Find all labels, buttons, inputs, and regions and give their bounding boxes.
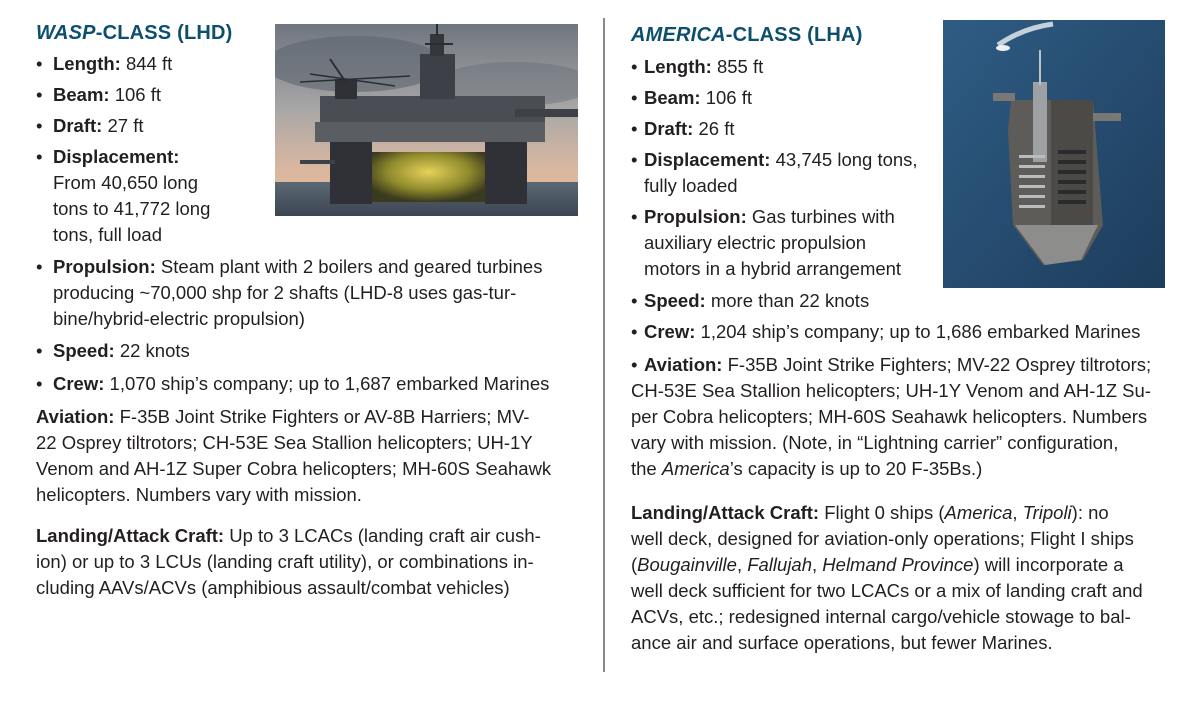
spec-value: 844 ft bbox=[120, 53, 173, 74]
america-draft bbox=[631, 116, 734, 142]
text: Flight 0 ships ( bbox=[819, 502, 945, 523]
heading-rest: -CLASS (LHD) bbox=[95, 22, 233, 44]
wasp-ship-photo bbox=[275, 24, 578, 216]
spec-value: 26 ft bbox=[693, 118, 735, 139]
bullet: • bbox=[36, 84, 43, 105]
america-displacement bbox=[631, 147, 918, 199]
spec-value: more than 22 knots bbox=[705, 290, 870, 311]
spec-value-line: ance air and surface operations, but fewer Marines. bbox=[631, 632, 1053, 653]
wasp-draft bbox=[36, 113, 143, 139]
spec-value-line: motors in a hybrid arrangement bbox=[644, 258, 902, 279]
bullet: • bbox=[631, 290, 638, 311]
america-ship-photo bbox=[943, 20, 1165, 288]
spec-value-line: ion) or up to 3 LCUs (landing craft utility), or combinations in- bbox=[36, 551, 534, 572]
spec-value: Gas turbines with bbox=[746, 206, 895, 227]
text: ’s capacity is up to 20 F-35Bs.) bbox=[729, 458, 983, 479]
spec-value-line: producing ~70,000 shp for 2 shafts (LHD-8 uses gas-tur- bbox=[53, 282, 517, 303]
spec-value: F-35B Joint Strike Fighters; MV-22 Osprey tiltrotors; bbox=[722, 354, 1152, 375]
spec-value: 27 ft bbox=[102, 115, 144, 136]
spec-value-line: cluding AAVs/ACVs (amphibious assault/combat vehicles) bbox=[36, 577, 510, 598]
wasp-aviation bbox=[36, 404, 551, 508]
spec-label: Length: bbox=[644, 56, 712, 77]
spec-label: Speed: bbox=[644, 290, 706, 311]
spec-value-line: tons, full load bbox=[53, 224, 163, 245]
column-divider bbox=[603, 18, 605, 672]
spec-value-line: bine/hybrid-electric propulsion) bbox=[53, 308, 305, 329]
spec-value: Steam plant with 2 boilers and geared turbines bbox=[155, 256, 543, 277]
spec-value: 855 ft bbox=[711, 56, 764, 77]
spec-value: 1,070 ship’s company; up to 1,687 embarked Marines bbox=[104, 373, 550, 394]
wasp-speed bbox=[36, 338, 190, 364]
text: the bbox=[631, 458, 662, 479]
bullet: • bbox=[631, 354, 638, 375]
spec-value-line bbox=[631, 456, 1151, 482]
spec-label: Speed: bbox=[53, 340, 115, 361]
spec-value: 106 ft bbox=[109, 84, 161, 105]
spec-value: 1,204 ship’s company; up to 1,686 embarked Marines bbox=[695, 321, 1141, 342]
spec-value-line: From 40,650 long bbox=[53, 172, 199, 193]
ship-name: Helmand Province bbox=[822, 554, 974, 575]
spec-label: Draft: bbox=[53, 115, 103, 136]
wasp-displacement bbox=[36, 144, 210, 248]
spec-label: Propulsion: bbox=[53, 256, 156, 277]
spec-label: Displacement: bbox=[53, 146, 180, 167]
ship-image-icon bbox=[943, 20, 1165, 288]
ship-name: Fallujah bbox=[747, 554, 813, 575]
text: , bbox=[1012, 502, 1023, 523]
text: , bbox=[736, 554, 748, 575]
wasp-class-heading bbox=[36, 20, 233, 46]
bullet: • bbox=[36, 373, 43, 394]
bullet: • bbox=[631, 87, 638, 108]
spec-value: F-35B Joint Strike Fighters or AV-8B Harriers; MV- bbox=[114, 406, 530, 427]
heading-italic: AMERICA bbox=[631, 24, 726, 46]
bullet: • bbox=[631, 321, 638, 342]
ship-name: Tripoli bbox=[1022, 502, 1072, 523]
spec-label: Beam: bbox=[53, 84, 110, 105]
bullet: • bbox=[36, 256, 43, 277]
america-beam bbox=[631, 85, 752, 111]
spec-value: 106 ft bbox=[700, 87, 752, 108]
spec-value-line: per Cobra helicopters; MH-60S Seahawk helicopters. Numbers bbox=[631, 406, 1148, 427]
spec-value-line: Venom and AH-1Z Super Cobra helicopters; MH-60S Seahawk bbox=[36, 458, 552, 479]
spec-value-line: CH-53E Sea Stallion helicopters; UH-1Y Venom and AH-1Z Su- bbox=[631, 380, 1151, 401]
spec-value-line: fully loaded bbox=[644, 175, 738, 196]
spec-value-line: ACVs, etc.; redesigned internal cargo/vehicle stowage to bal- bbox=[631, 606, 1131, 627]
bullet: • bbox=[631, 149, 638, 170]
spec-value: Up to 3 LCACs (landing craft air cush- bbox=[224, 525, 541, 546]
spec-label: Beam: bbox=[644, 87, 701, 108]
spec-value: 22 knots bbox=[114, 340, 190, 361]
bullet: • bbox=[36, 340, 43, 361]
wasp-landing-craft bbox=[36, 523, 541, 601]
america-landing-craft bbox=[631, 500, 1143, 656]
spec-value-line: 22 Osprey tiltrotors; CH-53E Sea Stallion helicopters; UH-1Y bbox=[36, 432, 533, 453]
america-aviation bbox=[631, 352, 1151, 482]
text: ) will incorporate a bbox=[973, 554, 1124, 575]
wasp-length bbox=[36, 51, 172, 77]
wasp-crew bbox=[36, 371, 549, 397]
heading-italic: WASP bbox=[36, 22, 96, 44]
spec-value-line: tons to 41,772 long bbox=[53, 198, 211, 219]
bullet: • bbox=[36, 146, 43, 167]
bullet: • bbox=[36, 53, 43, 74]
spec-label: Crew: bbox=[644, 321, 696, 342]
text: , bbox=[812, 554, 823, 575]
spec-value-line: helicopters. Numbers vary with mission. bbox=[36, 484, 362, 505]
ship-image-icon bbox=[275, 24, 578, 216]
spec-value: 43,745 long tons, bbox=[770, 149, 918, 170]
text: ( bbox=[631, 554, 638, 575]
spec-label: Aviation: bbox=[644, 354, 723, 375]
bullet: • bbox=[36, 115, 43, 136]
spec-value-line: auxiliary electric propulsion bbox=[644, 232, 867, 253]
spec-value-line: vary with mission. (Note, in “Lightning carrier” configuration, bbox=[631, 432, 1119, 453]
spec-value-line: well deck sufficient for two LCACs or a mix of landing craft and bbox=[631, 580, 1143, 601]
ship-name: America bbox=[944, 502, 1013, 523]
spec-label: Landing/Attack Craft: bbox=[36, 525, 225, 546]
spec-value-line: well deck, designed for aviation-only operations; Flight I ships bbox=[631, 528, 1134, 549]
spec-label: Length: bbox=[53, 53, 121, 74]
america-speed bbox=[631, 288, 869, 314]
spec-value-line bbox=[631, 552, 1143, 578]
spec-label: Propulsion: bbox=[644, 206, 747, 227]
heading-rest: -CLASS (LHA) bbox=[725, 24, 863, 46]
wasp-beam bbox=[36, 82, 161, 108]
bullet: • bbox=[631, 118, 638, 139]
america-class-heading bbox=[631, 22, 863, 48]
spec-label: Displacement: bbox=[644, 149, 771, 170]
wasp-propulsion bbox=[36, 254, 542, 332]
text: ): no bbox=[1071, 502, 1109, 523]
bullet: • bbox=[631, 206, 638, 227]
bullet: • bbox=[631, 56, 638, 77]
ship-name: America bbox=[661, 458, 730, 479]
america-crew bbox=[631, 319, 1140, 345]
spec-label: Landing/Attack Craft: bbox=[631, 502, 820, 523]
spec-label: Draft: bbox=[644, 118, 694, 139]
spec-label: Aviation: bbox=[36, 406, 115, 427]
spec-label: Crew: bbox=[53, 373, 105, 394]
america-length bbox=[631, 54, 763, 80]
ship-name: Bougainville bbox=[637, 554, 737, 575]
america-propulsion bbox=[631, 204, 901, 282]
